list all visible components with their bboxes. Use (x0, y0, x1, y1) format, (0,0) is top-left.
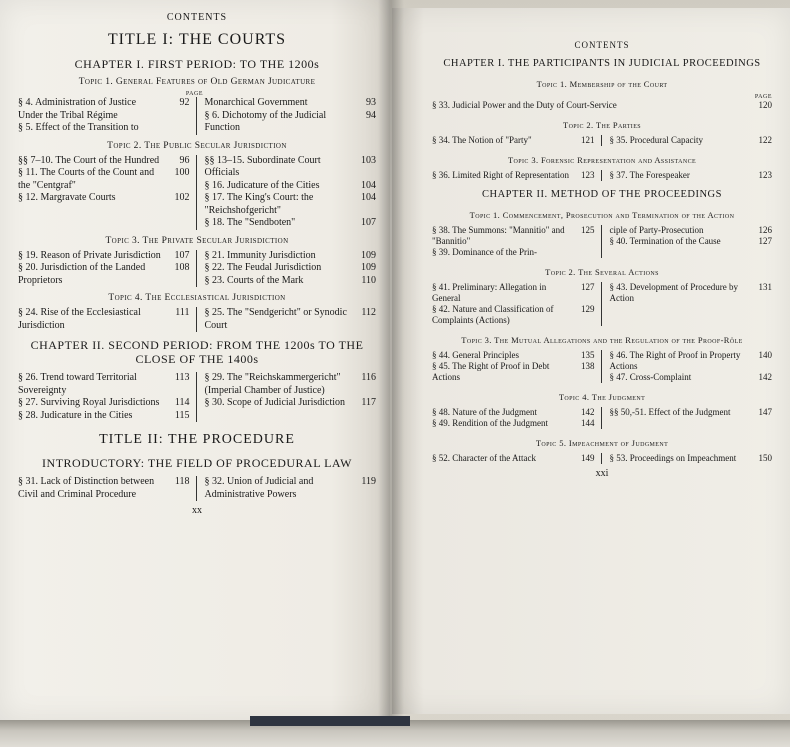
toc-entry (432, 350, 595, 361)
toc-entry (205, 155, 377, 180)
toc-entry-title: § 43. Development of Procedure by Action (609, 282, 738, 303)
toc-entry-page: 144 (581, 418, 595, 428)
toc-entry-title: § 22. The Feudal Jurisdiction (204, 262, 322, 273)
toc-entry-page: 131 (758, 282, 772, 292)
toc-entry-page: 100 (174, 167, 190, 178)
toc-entry (205, 275, 377, 288)
toc-entry (18, 167, 190, 192)
toc-entry (610, 282, 773, 304)
toc-entry-page: 110 (361, 274, 376, 286)
toc-entry (205, 476, 377, 501)
toc-entry-page: 96 (179, 154, 190, 166)
topic-heading: Topic 2. The Several Actions (545, 267, 659, 277)
toc-entry-title: § 5. Effect of the Transition to (18, 122, 139, 133)
toc-entry (18, 372, 190, 397)
toc-entry-page: 103 (361, 154, 376, 166)
toc-entry-title: § 52. Character of the Attack (432, 453, 536, 463)
page-number: xxi (595, 468, 609, 479)
toc-entry (18, 122, 190, 135)
toc-column-right (196, 476, 377, 501)
toc-entry-title: §§ 13–15. Subordinate Court Officials (204, 154, 321, 178)
toc-column-left (18, 250, 196, 288)
toc-entry-title: § 44. General Principles (432, 350, 519, 360)
toc-column-left (432, 453, 601, 464)
toc-entry-title: § 36. Limited Right of Representation (432, 170, 569, 180)
chapter-heading: CHAPTER II. SECOND PERIOD: FROM THE 1200s TO THE CLOSE OF THE 1400s (30, 338, 364, 366)
toc-entry-title: § 53. Proceedings on Impeachment (609, 453, 737, 463)
toc-entry (432, 170, 595, 181)
toc-section (432, 407, 772, 429)
toc-entry-page: 147 (758, 407, 772, 417)
topic-heading: Topic 1. Membership of the Court (536, 79, 668, 89)
toc-entry-title: § 47. Cross-Complaint (609, 372, 692, 382)
toc-entry-title: § 49. Rendition of the Judgment (432, 418, 548, 428)
page-number: xx (192, 505, 202, 516)
toc-entry-page: 116 (361, 372, 376, 383)
toc-column-left (432, 225, 601, 258)
toc-entry-title: § 26. Trend toward Territorial Sovereignty (18, 372, 137, 396)
chapter-heading: CHAPTER II. METHOD OF THE PROCEEDINGS (482, 189, 722, 200)
toc-entry (432, 304, 595, 326)
toc-entry (18, 397, 190, 410)
toc-column-right (601, 282, 773, 326)
toc-column-left (432, 135, 601, 146)
toc-column-right (196, 372, 377, 422)
toc-entry-page: 127 (581, 282, 595, 292)
toc-entry (432, 361, 595, 383)
toc-entry (432, 135, 595, 146)
chapter-heading: CHAPTER I. THE PARTICIPANTS IN JUDICIAL PROCEEDINGS (443, 58, 761, 69)
toc-entry-page: 114 (174, 397, 190, 408)
toc-entry (205, 180, 377, 193)
toc-entry-title: § 28. Judicature in the Cities (18, 409, 133, 421)
running-head: CONTENTS (166, 12, 228, 23)
toc-entry-page: 107 (174, 249, 190, 261)
topic-heading: Topic 3. Forensic Representation and Assistance (507, 155, 697, 165)
toc-entry-page: 104 (361, 192, 376, 203)
toc-entry-title: § 48. Nature of the Judgment (432, 407, 537, 417)
toc-entry-title: § 11. The Courts of the Count and the "Centgraf" (18, 167, 155, 191)
toc-entry-title: § 45. The Right of Proof in Debt Actions (432, 361, 550, 382)
toc-entry-page: 104 (361, 179, 376, 191)
toc-entry (205, 397, 377, 410)
toc-column-left (18, 155, 196, 230)
title-heading: TITLE I: THE COURTS (107, 31, 287, 48)
toc-column-left (18, 97, 196, 135)
toc-column-right (196, 155, 377, 230)
toc-section (432, 100, 772, 111)
page-label: PAGE (754, 94, 772, 100)
toc-entry-page: 94 (366, 109, 376, 121)
toc-entry-title: § 30. Scope of Judicial Jurisdiction (204, 397, 346, 408)
toc-entry-page: 113 (174, 372, 190, 383)
toc-entry-page: 149 (581, 453, 595, 463)
toc-section (18, 250, 376, 288)
toc-entry (610, 135, 773, 146)
toc-entry-page: 126 (758, 225, 772, 235)
topic-heading: Topic 4. The Ecclesiastical Jurisdiction (108, 293, 286, 303)
toc-section (432, 135, 772, 146)
toc-section (432, 225, 772, 258)
toc-entry-page: 118 (174, 476, 190, 487)
toc-entry-page: 142 (581, 407, 595, 417)
toc-section (18, 97, 376, 135)
toc-entry-title: § 32. Union of Judicial and Administrative Powers (204, 476, 314, 500)
toc-entry-page: 129 (581, 304, 595, 314)
topic-heading: Topic 2. The Parties (562, 120, 641, 130)
toc-column-right (601, 225, 773, 258)
toc-column-left (18, 476, 196, 501)
toc-column-single (432, 100, 772, 111)
toc-entry-title: § 16. Judicature of the Cities (204, 179, 320, 191)
toc-entry-page: 92 (179, 97, 190, 108)
toc-entry-title: § 23. Courts of the Mark (204, 274, 304, 286)
toc-entry-page: 123 (581, 170, 595, 180)
toc-entry-page: 115 (174, 409, 190, 421)
toc-entry (432, 225, 595, 247)
toc-entry-title: § 18. The "Sendboten" (204, 217, 296, 228)
toc-entry (18, 410, 190, 423)
toc-section (432, 350, 772, 383)
topic-heading: Topic 5. Impeachment of Judgment (535, 438, 669, 448)
toc-entry-page: 127 (758, 236, 772, 246)
topic-heading: Topic 2. The Public Secular Jurisdiction (107, 140, 287, 151)
toc-entry (18, 155, 190, 168)
toc-entry (205, 307, 377, 332)
toc-entry-page: 109 (361, 262, 376, 273)
toc-column-right (196, 307, 377, 332)
toc-entry (18, 476, 190, 501)
toc-entry-title: § 4. Administration of Justice Under the Tribal Régime (18, 97, 137, 121)
toc-entry (205, 192, 377, 217)
toc-entry (610, 236, 773, 247)
title-heading: TITLE II: THE PROCEDURE (99, 432, 295, 447)
topic-heading: Topic 3. The Mutual Allegations and the Regulation of the Proof-Rôle (461, 335, 743, 345)
toc-section (18, 155, 376, 230)
toc-column-left (18, 372, 196, 422)
toc-column-right (196, 97, 377, 135)
toc-entry-title: ciple of Party-Prosecution (609, 225, 704, 235)
toc-entry-title: § 20. Jurisdiction of the Landed Proprietors (18, 262, 146, 286)
toc-entry-title: § 38. The Summons: "Mannitio" and "Bannitio" (432, 225, 565, 246)
topic-heading: Topic 4. The Judgment (558, 392, 646, 402)
toc-entry-title: § 42. Nature and Classification of Complaints (Actions) (432, 304, 554, 325)
toc-entry-page: 135 (581, 350, 595, 360)
toc-entry-page: 119 (361, 476, 376, 487)
toc-entry (18, 192, 190, 205)
toc-entry-page: 142 (758, 372, 772, 382)
toc-entry-page: 112 (361, 307, 376, 318)
toc-section (18, 476, 376, 501)
toc-entry-page: 109 (361, 249, 376, 261)
toc-entry-page: 138 (581, 361, 595, 371)
toc-entry-title: § 21. Immunity Jurisdiction (204, 249, 316, 261)
toc-entry-page: 123 (758, 170, 772, 180)
toc-column-left (18, 307, 196, 332)
toc-column-left (432, 170, 601, 181)
toc-entry-title: § 6. Dichotomy of the Judicial Function (204, 109, 327, 133)
toc-entry-title: § 31. Lack of Distinction between Civil and Criminal Procedure (18, 476, 155, 500)
toc-entry (18, 262, 190, 287)
topic-heading: Topic 1. Commencement, Prosecution and Termination of the Action (469, 210, 735, 220)
toc-column-left (432, 350, 601, 383)
toc-entry-page: 125 (581, 225, 595, 235)
toc-entry-page: 102 (174, 192, 190, 203)
toc-entry-title: § 46. The Right of Proof in Property Actions (609, 350, 741, 371)
toc-entry (205, 97, 377, 110)
running-head: CONTENTS (574, 40, 630, 50)
toc-section (432, 453, 772, 464)
toc-entry (610, 453, 773, 464)
toc-column-left (432, 282, 601, 326)
toc-entry-page: 93 (366, 97, 376, 108)
toc-entry-title: § 39. Dominance of the Prin- (432, 247, 537, 257)
toc-column-right (601, 350, 773, 383)
toc-entry (205, 262, 377, 275)
toc-entry (610, 350, 773, 372)
toc-entry-title: § 41. Preliminary: Allegation in General (432, 282, 547, 303)
right-page (392, 8, 790, 714)
toc-entry (432, 100, 772, 111)
toc-entry (432, 418, 595, 429)
chapter-heading: CHAPTER I. FIRST PERIOD: TO THE 1200s (74, 57, 320, 71)
left-page (0, 0, 390, 720)
toc-entry (18, 97, 190, 122)
toc-entry-title: §§ 7–10. The Court of the Hundred (18, 154, 160, 166)
toc-column-right (601, 453, 773, 464)
toc-section (432, 170, 772, 181)
toc-entry-page: 120 (758, 100, 772, 110)
toc-column-left (432, 407, 601, 429)
toc-entry-page: 122 (758, 135, 772, 145)
toc-entry-page (164, 122, 190, 135)
toc-entry-page: 117 (361, 397, 376, 408)
chapter-heading: INTRODUCTORY: THE FIELD OF PROCEDURAL LAW (42, 456, 352, 470)
page-label: PAGE (185, 91, 203, 97)
toc-entry-title: § 40. Termination of the Cause (609, 236, 721, 246)
toc-entry (205, 250, 377, 263)
toc-column-right (196, 250, 377, 288)
toc-entry (432, 453, 595, 464)
toc-entry-page: 108 (174, 262, 190, 273)
toc-entry (610, 225, 773, 236)
toc-entry-title: § 24. Rise of the Ecclesiastical Jurisdiction (18, 307, 141, 331)
toc-column-right (601, 135, 773, 146)
toc-entry (432, 247, 595, 258)
toc-entry-title: § 33. Judicial Power and the Duty of Court-Service (432, 100, 617, 110)
topic-heading: Topic 1. General Features of Old German Judicature (78, 77, 316, 87)
toc-entry (18, 307, 190, 332)
toc-entry-title: § 29. The "Reichskammergericht" (Imperial Chamber of Justice) (204, 372, 341, 396)
toc-entry-page: 140 (758, 350, 772, 360)
toc-entry (432, 407, 595, 418)
toc-section (432, 282, 772, 326)
toc-section (18, 372, 376, 422)
toc-entry-page: 121 (581, 135, 595, 145)
cover-spine (250, 716, 410, 726)
toc-entry-title: Monarchical Government (204, 97, 308, 108)
toc-entry-page: 107 (361, 217, 376, 228)
toc-entry (432, 282, 595, 304)
toc-entry-title: § 25. The "Sendgericht" or Synodic Court (204, 307, 347, 331)
toc-entry-title: § 12. Margravate Courts (18, 192, 116, 203)
toc-entry-title: § 34. The Notion of "Party" (432, 135, 532, 145)
toc-entry (205, 372, 377, 397)
toc-entry-page (573, 247, 595, 258)
toc-entry (18, 250, 190, 263)
toc-entry-title: § 35. Procedural Capacity (609, 135, 703, 145)
toc-entry-title: § 19. Reason of Private Jurisdiction (18, 249, 161, 261)
toc-entry (610, 372, 773, 383)
toc-entry-title: §§ 50,-51. Effect of the Judgment (609, 407, 731, 417)
toc-entry-page: 150 (758, 453, 772, 463)
toc-section (18, 307, 376, 332)
toc-column-right (601, 407, 773, 429)
toc-entry-title: § 37. The Forespeaker (609, 170, 690, 180)
toc-entry (205, 110, 377, 135)
toc-entry-page: 111 (175, 307, 190, 318)
gutter-shadow (378, 0, 404, 720)
toc-column-right (601, 170, 773, 181)
toc-entry-title: § 17. The King's Court: the "Reichshofgericht" (204, 192, 314, 216)
toc-entry (610, 170, 773, 181)
topic-heading: Topic 3. The Private Secular Jurisdiction (105, 235, 289, 246)
toc-entry (610, 407, 773, 418)
toc-entry (205, 217, 377, 230)
toc-entry-title: § 27. Surviving Royal Jurisdictions (18, 397, 160, 408)
